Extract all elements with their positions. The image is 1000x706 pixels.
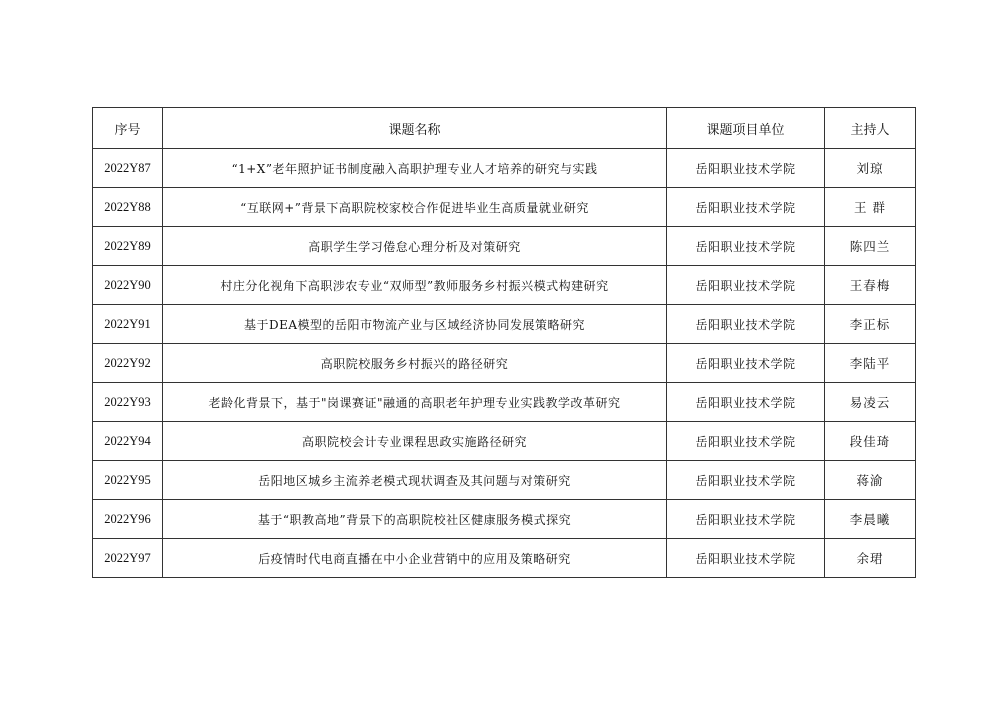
cell-unit: 岳阳职业技术学院 [667, 305, 825, 344]
cell-unit: 岳阳职业技术学院 [667, 344, 825, 383]
cell-seq: 2022Y87 [93, 149, 163, 188]
cell-unit: 岳阳职业技术学院 [667, 149, 825, 188]
table-row [93, 188, 916, 227]
cell-unit: 岳阳职业技术学院 [667, 227, 825, 266]
header-seq: 序号 [93, 108, 163, 149]
cell-host: 余珺 [825, 539, 916, 578]
header-unit: 课题项目单位 [667, 108, 825, 149]
cell-host: 刘琼 [825, 149, 916, 188]
cell-seq: 2022Y97 [93, 539, 163, 578]
cell-unit: 岳阳职业技术学院 [667, 500, 825, 539]
cell-seq: 2022Y90 [93, 266, 163, 305]
table-row [93, 344, 916, 383]
table-row [93, 227, 916, 266]
header-host: 主持人 [825, 108, 916, 149]
cell-title: 老龄化背景下，基于"岗课赛证"融通的高职老年护理专业实践教学改革研究 [163, 383, 667, 422]
cell-host: 李晨曦 [825, 500, 916, 539]
cell-seq: 2022Y96 [93, 500, 163, 539]
cell-unit: 岳阳职业技术学院 [667, 383, 825, 422]
table-row [93, 266, 916, 305]
cell-seq: 2022Y93 [93, 383, 163, 422]
table-row [93, 305, 916, 344]
cell-title: “互联网+”背景下高职院校家校合作促进毕业生高质量就业研究 [163, 188, 667, 227]
cell-seq: 2022Y88 [93, 188, 163, 227]
cell-unit: 岳阳职业技术学院 [667, 461, 825, 500]
cell-host: 易凌云 [825, 383, 916, 422]
table-row [93, 383, 916, 422]
cell-unit: 岳阳职业技术学院 [667, 539, 825, 578]
header-title: 课题名称 [163, 108, 667, 149]
cell-title: 高职学生学习倦怠心理分析及对策研究 [163, 227, 667, 266]
cell-title: 村庄分化视角下高职涉农专业“双师型”教师服务乡村振兴模式构建研究 [163, 266, 667, 305]
cell-host: 段佳琦 [825, 422, 916, 461]
cell-host: 王春梅 [825, 266, 916, 305]
table-row [93, 461, 916, 500]
cell-title: 基于DEA模型的岳阳市物流产业与区域经济协同发展策略研究 [163, 305, 667, 344]
cell-seq: 2022Y95 [93, 461, 163, 500]
table-row [93, 422, 916, 461]
cell-unit: 岳阳职业技术学院 [667, 422, 825, 461]
cell-seq: 2022Y92 [93, 344, 163, 383]
cell-title: 高职院校服务乡村振兴的路径研究 [163, 344, 667, 383]
cell-host: 蒋渝 [825, 461, 916, 500]
cell-host: 李陆平 [825, 344, 916, 383]
cell-unit: 岳阳职业技术学院 [667, 266, 825, 305]
table-row [93, 500, 916, 539]
cell-host: 李正标 [825, 305, 916, 344]
cell-title: 基于“职教高地”背景下的高职院校社区健康服务模式探究 [163, 500, 667, 539]
table-header-row [93, 108, 916, 149]
cell-seq: 2022Y89 [93, 227, 163, 266]
table-row [93, 149, 916, 188]
cell-unit: 岳阳职业技术学院 [667, 188, 825, 227]
cell-title: “1+X”老年照护证书制度融入高职护理专业人才培养的研究与实践 [163, 149, 667, 188]
cell-title: 岳阳地区城乡主流养老模式现状调查及其问题与对策研究 [163, 461, 667, 500]
cell-host: 王 群 [825, 188, 916, 227]
table-row [93, 539, 916, 578]
cell-host: 陈四兰 [825, 227, 916, 266]
cell-title: 高职院校会计专业课程思政实施路径研究 [163, 422, 667, 461]
cell-seq: 2022Y91 [93, 305, 163, 344]
cell-title: 后疫情时代电商直播在中小企业营销中的应用及策略研究 [163, 539, 667, 578]
cell-seq: 2022Y94 [93, 422, 163, 461]
project-table [92, 107, 916, 578]
